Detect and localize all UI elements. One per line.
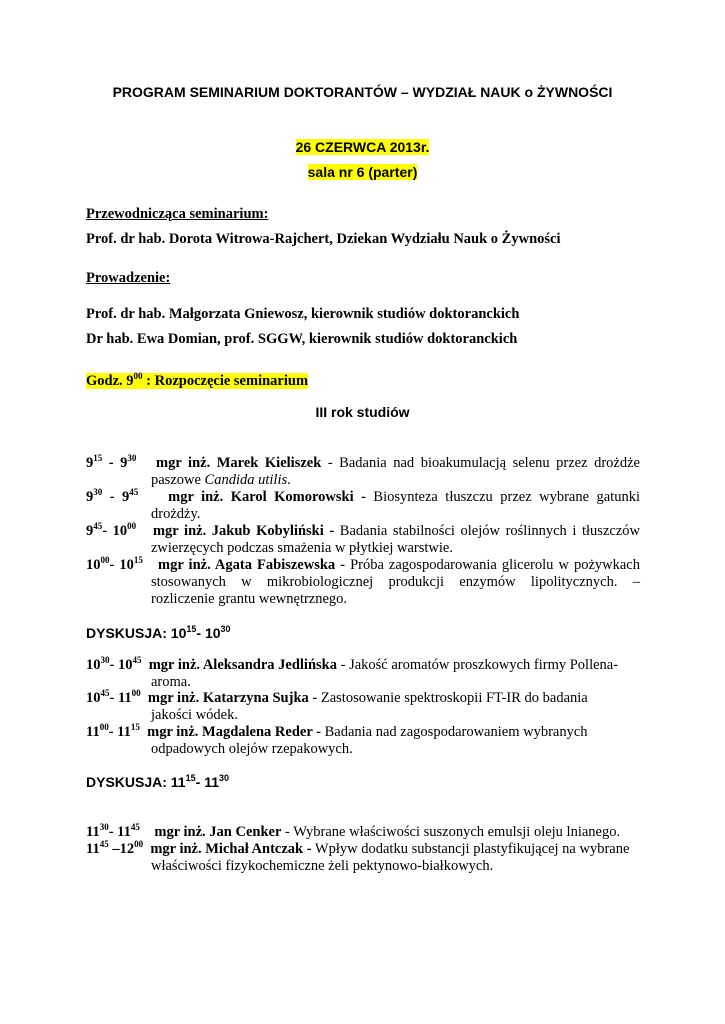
- start-line: Godz. $9^{00}$ : Rozpoczęcie seminarium: [86, 371, 309, 389]
- talk-title: - Wybrane właściwości suszonych emulsji oleju lnianego.: [281, 824, 621, 840]
- talk-title: Badania nad zagospodarowaniem wybranych: [320, 724, 588, 740]
- presenter-name: mgr inż. Jan Cenker: [154, 824, 282, 840]
- schedule-item: [86, 455, 640, 472]
- presenter-name: mgr inż. Magdalena Reder -: [147, 724, 321, 740]
- schedule-item: [86, 657, 640, 674]
- hosts-label: Prowadzenie:: [86, 270, 171, 286]
- talk-title-cont: odpadowych olejów rzepakowych.: [151, 741, 353, 757]
- schedule-item: [86, 841, 640, 858]
- talk-title: - Badania nad bioakumulacją selenu przez drożdże: [321, 455, 640, 471]
- schedule-item: [86, 690, 640, 707]
- talk-title: - Jakość aromatów proszkowych firmy Pollena-: [337, 657, 619, 673]
- talk-title-cont: paszowe Candida utilis.: [151, 472, 291, 488]
- talk-title-cont: aroma.: [151, 674, 191, 690]
- page-title: PROGRAM SEMINARIUM DOKTORANTÓW – WYDZIAŁ NAUK o ŻYWNOŚCI: [112, 84, 613, 100]
- discussion-2: DYSKUSJA: $11^{15}-$ $11^{30}$: [86, 773, 230, 790]
- schedule-item: [86, 489, 640, 506]
- seminar-room: sala nr 6 (parter): [307, 164, 418, 180]
- talk-title-cont: zwierzęcych podczas smażenia w płytkiej warstwie.: [151, 540, 453, 556]
- talk-title-cont: stosowanych w mikrobiologicznej produkcji enzymów lipolitycznych. –: [151, 574, 640, 590]
- presenter-name: mgr inż. Michał Antczak -: [150, 841, 312, 857]
- chair-label: Przewodnicząca seminarium:: [86, 206, 269, 222]
- presenter-name: mgr inż. Aleksandra Jedlińska: [148, 657, 337, 673]
- seminar-date: 26 CZERWCA 2013r.: [295, 139, 430, 155]
- host-1: Prof. dr hab. Małgorzata Gniewosz, kierownik studiów doktoranckich: [86, 306, 520, 322]
- time-range: $11^{30}-$ $11^{45}$: [86, 822, 140, 840]
- talk-title: Zastosowanie spektroskopii FT-IR do badania: [317, 690, 588, 706]
- talk-title: Wpływ dodatku substancji plastyfikującej na wybrane: [311, 841, 630, 857]
- time-range: $11^{00}-$ $11^{15}$: [86, 722, 140, 740]
- presenter-name: mgr inż. Marek Kieliszek: [156, 455, 322, 471]
- presenter-name: mgr inż. Katarzyna Sujka -: [147, 690, 318, 706]
- schedule-item: [86, 824, 640, 841]
- schedule-item: [86, 724, 640, 741]
- discussion-1: DYSKUSJA: $10^{15}-$ $10^{30}$: [86, 624, 231, 641]
- talk-title: Badania stabilności olejów roślinnych i tłuszczów: [334, 523, 640, 539]
- talk-title-cont: właściwości fizykochemiczne żeli pektynowo-białkowych.: [151, 858, 494, 874]
- presenter-name: mgr inż. Jakub Kobyliński -: [152, 523, 335, 539]
- schedule-item: [86, 523, 640, 540]
- talk-title-cont: drożdży.: [151, 506, 201, 522]
- time-range: $10^{30}-$ $10^{45}$: [86, 655, 142, 673]
- presenter-name: mgr inż. Agata Fabiszewska -: [158, 557, 346, 573]
- presenter-name: mgr inż. Karol Komorowski -: [168, 489, 366, 505]
- schedule-item: [86, 557, 640, 574]
- time-range: $9^{45}-$ $10^{00}$: [86, 521, 137, 539]
- time-range: $10^{00}-$ $10^{15}$: [86, 555, 143, 573]
- talk-title-cont: jakości wódek.: [151, 707, 238, 723]
- talk-title: Biosynteza tłuszczu przez wybrane gatunki: [365, 489, 640, 505]
- time-range: $9^{15} - 9^{30}$: [86, 453, 137, 471]
- chair-person: Prof. dr hab. Dorota Witrowa-Rajchert, Dziekan Wydziału Nauk o Żywności: [86, 231, 561, 247]
- time-range: $10^{45}-$ $11^{00}$: [86, 688, 141, 706]
- year-heading: III rok studiów: [315, 404, 410, 420]
- host-2: Dr hab. Ewa Domian, prof. SGGW, kierownik studiów doktoranckich: [86, 331, 518, 347]
- talk-title: Próba zagospodarowania glicerolu w pożywkach: [345, 557, 640, 573]
- time-range: $9^{30} - 9^{45}$: [86, 487, 139, 505]
- talk-title-cont: rozliczenie grantu wewnętrznego.: [151, 591, 348, 607]
- time-range: $11^{45}$ $-12^{00}$: [86, 839, 144, 857]
